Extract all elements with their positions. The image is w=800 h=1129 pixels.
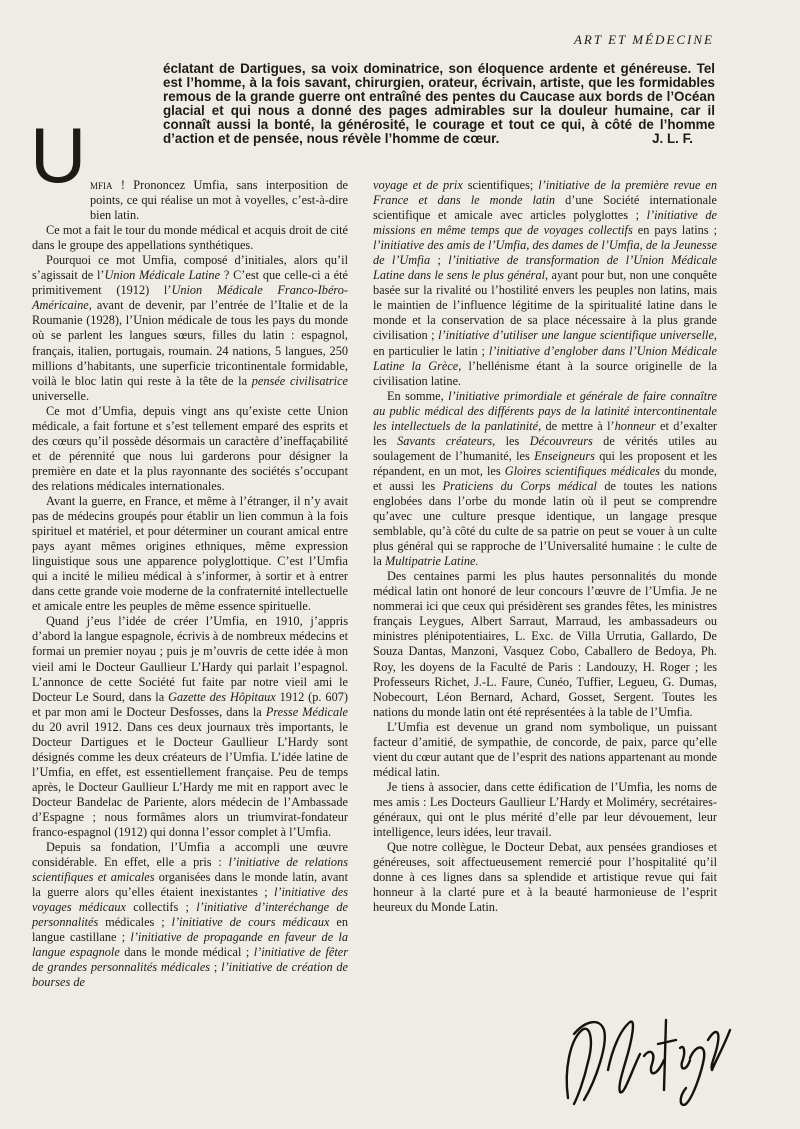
drop-cap: U <box>30 111 87 199</box>
opening-smallcaps: mfia <box>90 178 113 192</box>
text: , avant de devenir, par l’entrée de l’Italie et de la Roumanie (1928), l’Union médicale de tous les pays du monde où se parlent les langues sœurs, filles du latin : espagnol, français, italien, portugais, roumain. 24 nations, 5 langues, 250 millions d’habitants, une superficie tricontinentale formidable, voilà le bloc latin qui reste à la tête de la <box>32 298 348 388</box>
text: en langue castillane ; <box>32 915 348 945</box>
text-italic: honneur <box>614 418 656 433</box>
text: , ayant pour but, non une conquête basée sur la rivalité ou l’hostilité envers les peuples non latins, mais le maintien de l’influence légitime de la spiritualité latine dans le monde et la conservation de sa place nécessaire à la plus grande civilisation ; <box>373 268 717 343</box>
text: 1912 (p. 607) et par mon ami le Docteur Desfosses, dans la <box>32 689 348 719</box>
text-italic: Gloires scientifiques médicales <box>504 463 660 478</box>
text: En somme, <box>387 388 449 403</box>
text: scientifiques; <box>462 178 539 192</box>
paragraph <box>373 178 717 389</box>
text-italic: l’initiative de cours médicaux <box>171 915 330 930</box>
text-italic: Savants créateurs <box>397 433 493 448</box>
text-italic: l’initiative des amis de l’Umfia, des dames de l’Umfia, de la Jeunesse de l’Umfia <box>373 238 717 268</box>
text: de toutes les nations englobées dans l’orbe du monde latin où il peut se comprendre qu’avec une culture presque identique, un langage presque semblable, qu’à côté du culte de sa patrie on peut se vouer à un culte plus général qui se rapproche de l’Universalité humaine : le culte de la <box>373 478 717 569</box>
text: et d’exalter les <box>373 418 717 448</box>
text: collectifs ; <box>125 900 197 915</box>
paragraph <box>32 253 348 403</box>
text-italic: l’initiative de fêter de grandes personnalités médicales <box>32 945 348 975</box>
text-italic: l’initiative de création de bourses de <box>32 960 349 990</box>
text: , l’hellénisme étant à la source originelle de la civilisation latine. <box>373 358 717 388</box>
text: ; <box>430 253 449 268</box>
text-italic: l’initiative de transformation de l’Union Médicale Latine dans le sens le plus général <box>373 253 717 283</box>
text: , en particulier le latin ; <box>373 328 717 358</box>
text-italic: l’initiative de missions en même temps que de voyages collectifs <box>373 208 717 238</box>
text: ; <box>210 960 222 975</box>
text: médicales ; <box>98 915 172 930</box>
text: qui les proposent et les répandent, en un mot, les <box>373 448 717 478</box>
intro-paragraph <box>163 62 715 146</box>
text: du monde, et aussi les <box>373 463 717 493</box>
running-head: ART ET MÉDECINE <box>573 32 714 47</box>
text-italic: l’initiative des voyages médicaux <box>32 885 348 915</box>
text-italic: l’initiative de propagande en faveur de la langue espagnole <box>32 930 348 960</box>
text: d’une Société internationale scientifique et amicale avec articles polyglottes ; <box>373 193 717 223</box>
text: organisées dans le monde latin, avant la guerre alors qu’elles étaient inexistantes ; <box>32 870 348 900</box>
paragraph <box>90 178 348 223</box>
paragraph: Que notre collègue, le Docteur Debat, aux pensées grandioses et généreuses, soit affectueusement remercié pour l’hospitalité qu’il donne à ces lignes dans sa splendide et artistique revue qui fait honneur à la clarté pure et à la beauté harmonieuse de l’esprit heureux du Monde Latin. <box>373 840 717 915</box>
text: dans le monde médical ; <box>119 945 254 960</box>
paragraph <box>32 840 348 990</box>
paragraph: Je tiens à associer, dans cette édification de l’Umfia, les noms de mes amis : Les Docteurs Gaullieur L’Hardy et Moliméry, secrétaires-généraux, qui ont le plus mérité d’elle par leur dévouement, leur intelligence, leurs idées, leur travail. <box>373 779 717 840</box>
text-italic: Union Médicale Latine <box>104 268 221 283</box>
paragraph: Ce mot a fait le tour du monde médical et acquis droit de cité dans le groupe des appellations synthétiques. <box>32 223 348 253</box>
text: ? C’est que celle-ci a été primitivement (1912) l’ <box>32 268 348 298</box>
right-column <box>373 178 717 915</box>
text-italic: Enseigneurs <box>534 448 595 463</box>
paragraph <box>373 389 717 570</box>
text: en pays latins ; <box>632 223 717 238</box>
text-italic: l’initiative d’interéchange de personnalités <box>32 900 349 930</box>
text: de vérités utiles au soulagement de l’humanité, les <box>373 433 717 463</box>
left-column <box>32 178 348 991</box>
text-italic: l’initiative de relations scientifiques et amicales <box>32 855 348 885</box>
text-italic: l’initiative primordiale et générale de faire connaître au public médical des différents pays de la latinité intercontinentale les intellectuels de la panlatinité <box>373 388 717 433</box>
intro-text: éclatant de Dartigues, sa voix dominatrice, son éloquence ardente et généreuse. Tel est l’homme, à la fois savant, chirurgien, orateur, écrivain, artiste, que les formidables remous de la grande guerre ont entraîné des pentes du Caucase aux bords de l’Océan glacial et qui nous a donné des pages admirables sur la douleur humaine, car il connaît aussi la bonté, la générosité, le courage et tout ce qui, à côté de l’homme d’action et de pensée, nous révèle l’homme de cœur. <box>163 61 715 146</box>
handwritten-signature <box>560 1000 740 1110</box>
text: Pourquoi ce mot Umfia, composé d’initiales, alors qu’il s’agissait de l’ <box>32 253 348 283</box>
text: Depuis sa fondation, l’Umfia a accompli une œuvre considérable. En effet, elle a pris : <box>32 840 348 870</box>
text-italic: Praticiens du Corps médical <box>442 478 597 493</box>
paragraph: Des centaines parmi les plus hautes personnalités du monde médical latin ont honoré de leur concours l’œuvre de l’Umfia. Je ne nommerai ici que ceux qui présidèrent ses grandes fêtes, les ministres français Leygues, Albert Sarraut, Marraud, les ambassadeurs ou ministres plénipotentiaires, L. Exc. de Villa Urrutia, Gallardo, De Souza Dantas, Manzoni, Vasquez Cobo, Caballero de Bedoya, Ph. Roy, les doyens de la Faculté de Paris : Landouzy, H. Roger ; les Professeurs Richet, J.-L. Faure, Cunéo, Tuffier, Legueu, G. Dumas, Nobecourt, Léon Bernard, Achard, Gosset, Sergent. Toutes les nations du monde latin ont été représentées à la table de l’Umfia. <box>373 569 717 719</box>
text: Quand j’eus l’idée de créer l’Umfia, en 1910, j’appris d’abord la langue espagnole, écrivis à de nombreux médecins et formai un premier noyau ; puis je m’ouvris de cette idée à mon vieil ami le Docteur Gaullieur L’Hardy qui parlait l’espagnol. L’annonce de cette Société fut faite par notre vieil ami le Docteur Le Sourd, dans la <box>32 614 348 704</box>
text: , de mettre à l’ <box>538 418 615 433</box>
intro-signature: J. L. F. <box>652 131 693 146</box>
paragraph: Ce mot d’Umfia, depuis vingt ans qu’existe cette Union médicale, a fait fortune et s’est tellement emparé des esprits et des cœurs qu’il possède désormais un caractère d’ineffaçabilité et de pérennité que nous lui garderons pour désigner la première en date et la plus rayonnante des sociétés s’occupant des relations médicales internationales. <box>32 403 348 493</box>
text-italic: pensée civilisatrice <box>251 373 348 388</box>
text-italic: l’initiative d’englober dans l’Union Médicale Latine la Grèce <box>373 343 717 373</box>
text-italic: Multipatrie Latine. <box>384 554 479 569</box>
text: , les <box>492 433 530 448</box>
text-italic: Union Médicale Franco-Ibéro-Américaine <box>32 283 348 313</box>
text: universelle. <box>32 388 90 403</box>
paragraph: L’Umfia est devenue un grand nom symbolique, un puissant facteur d’amitié, de sympathie, de concorde, de paix, parce qu’elle vient du cœur autant que de l’esprit des nations appartenant au monde médical latin. <box>373 719 717 779</box>
text-italic: Gazette des Hôpitaux <box>168 689 276 704</box>
text-italic: Presse Médicale <box>265 704 348 719</box>
text-italic: Découvreurs <box>529 433 593 448</box>
text-italic: voyage et de prix <box>373 178 463 192</box>
text: du 20 avril 1912. Dans ces deux journaux très importants, le Docteur Dartigues et le Docteur Gaullieur L’Hardy sont désignés comme les deux créateurs de l’Umfia. L’idée latine de l’Umfia, en effet, est essentiellement française. Peu de temps après, le Docteur Gaullieur L’Hardy me mit en rapport avec le Docteur Bandelac de Pariente, alors médecin de l’Ambassade d’Espagne ; nous formâmes alors un triumvirat-fondateur franco-espagnol (1912) qui donna l’essor complet à l’Umfia. <box>32 719 348 840</box>
paragraph <box>32 614 348 840</box>
paragraph: Avant la guerre, en France, et même à l’étranger, il n’y avait pas de médecins groupés pour établir un lien commun à la fois spirituel et matériel, et pour déterminer un courant amical entre pays ayant mêmes origines ethniques, même expression linguistique sous une apparence polyglottique. C’est l’Umfia qui a incité le milieu médical à s’informer, à sortir et à entrer dans cette grande voie moderne de la confraternité intellectuelle et amicale entre les peuples de même essence spirituelle. <box>32 493 348 614</box>
text-italic: l’initiative d’utiliser une langue scientifique universelle <box>438 328 714 343</box>
text-italic: l’initiative de la première revue en France et dans le monde latin <box>373 178 718 208</box>
text: ! Prononcez Umfia, sans interposition de points, ce qui réalise un mot à voyelles, c’est-à-dire bien latin. <box>90 178 348 223</box>
